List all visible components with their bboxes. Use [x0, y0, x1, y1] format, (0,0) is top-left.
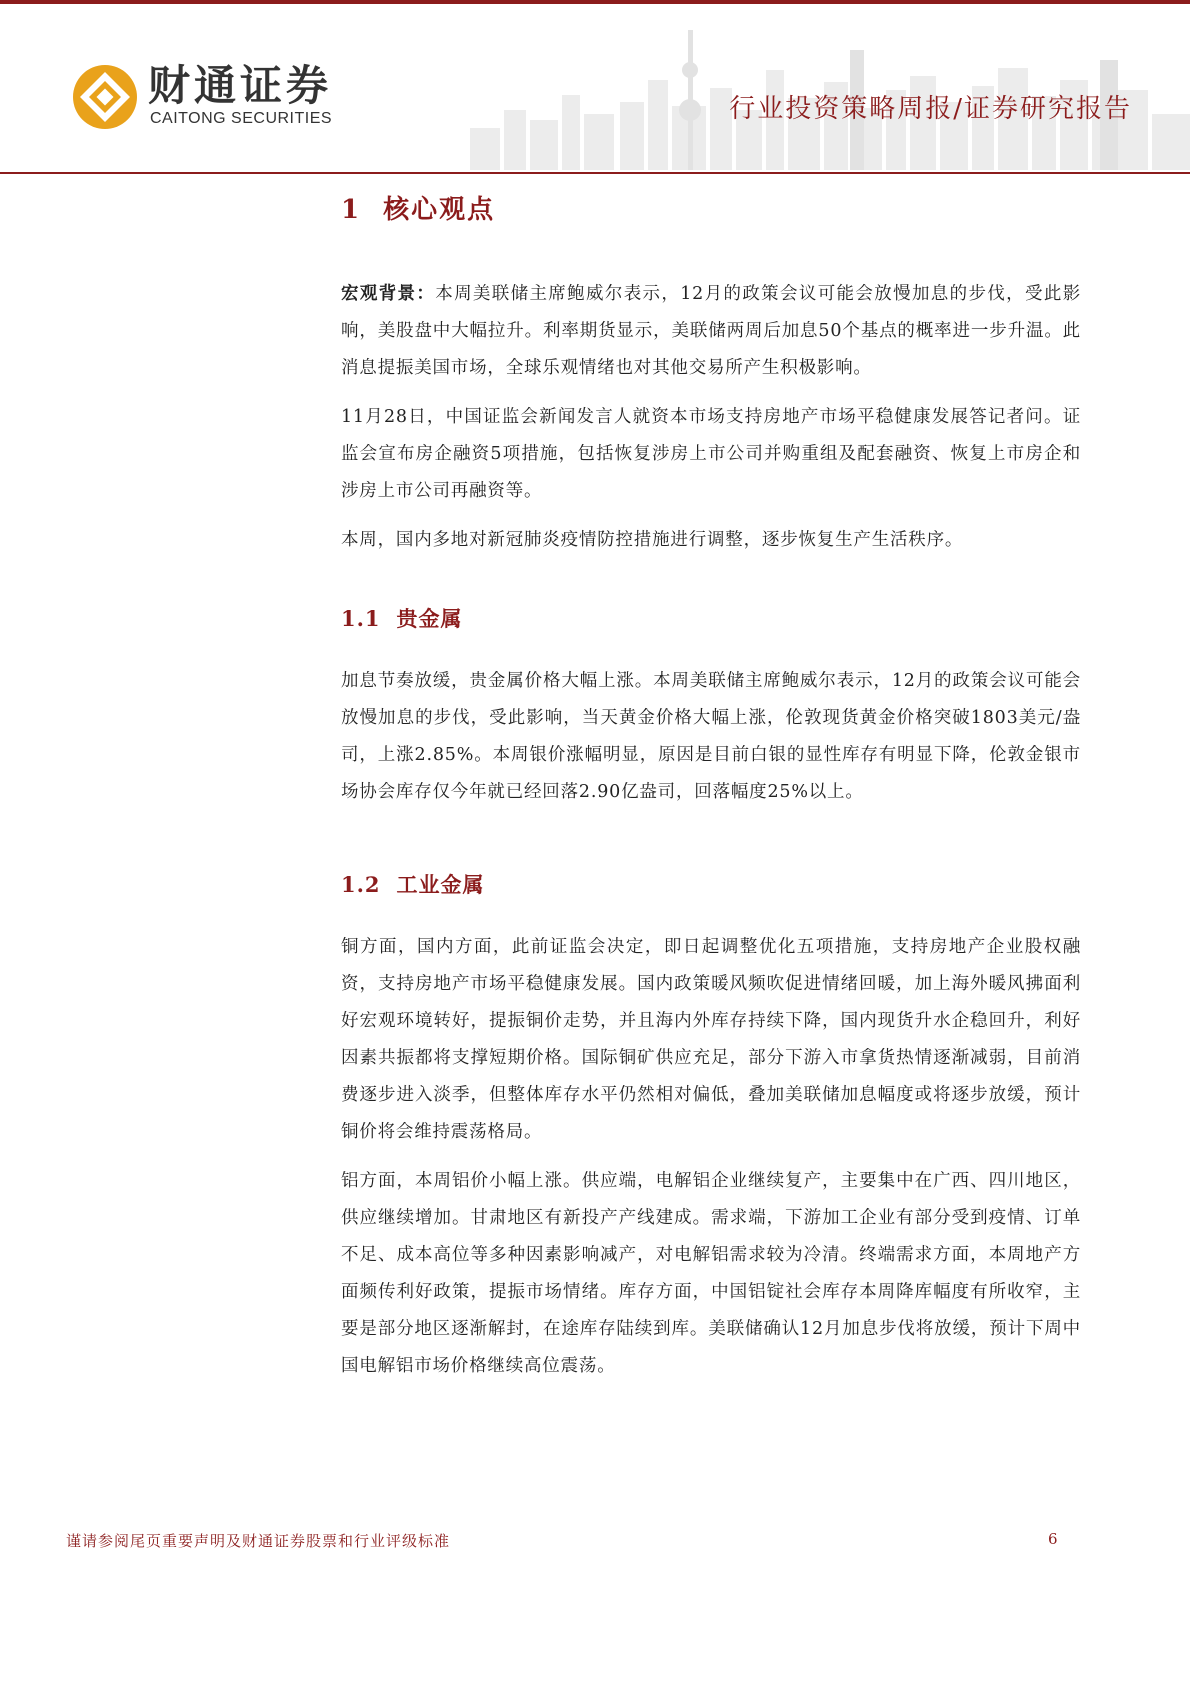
csrc-measures-paragraph: 11月28日，中国证监会新闻发言人就资本市场支持房地产市场平稳健康发展答记者问。证监会宣布房企融资5项措施，包括恢复涉房上市公司并购重组及配套融资、恢复上市房企和涉房上市公司再融资等。 [341, 407, 1081, 501]
section-heading-core-views [341, 190, 1081, 230]
subsection-number: 1.2 [341, 872, 381, 897]
report-type-title: 行业投资策略周报/证券研究报告 [729, 94, 1132, 124]
macro-label: 宏观背景： [341, 284, 436, 304]
covid-policy-paragraph: 本周，国内多地对新冠肺炎疫情防控措施进行调整，逐步恢复生产生活秩序。 [341, 530, 964, 550]
footer-disclaimer: 谨请参阅尾页重要声明及财通证券股票和行业评级标准 [66, 1532, 451, 1550]
subsection-title: 工业金属 [396, 872, 485, 897]
subsection-title: 贵金属 [396, 606, 463, 631]
report-body [341, 190, 1081, 1385]
header-top-line [0, 0, 1190, 4]
caitong-logo-icon [70, 62, 140, 132]
brand-name-cn: 财通证券 [148, 61, 333, 110]
subsection-heading-industrial-metals [341, 869, 1081, 901]
macro-text: 本周美联储主席鲍威尔表示，12月的政策会议可能会放慢加息的步伐，受此影响，美股盘中大幅拉升。利率期货显示，美联储两周后加息50个基点的概率进一步升温。此消息提振美国市场，全球乐观情绪也对其他交易所产生积极影响。 [341, 284, 1082, 378]
subsection-number: 1.1 [341, 606, 381, 631]
page-header [0, 0, 1190, 175]
precious-metals-paragraph: 加息节奏放缓，贵金属价格大幅上涨。本周美联储主席鲍威尔表示，12月的政策会议可能会放慢加息的步伐，受此影响，当天黄金价格大幅上涨，伦敦现货黄金价格突破1803美元/盎司，上涨2.85%。本周银价涨幅明显，原因是目前白银的显性库存有明显下降，伦敦金银市场协会库存仅今年就已经回落2.90亿盎司，回落幅度25%以上。 [341, 671, 1081, 802]
macro-background-paragraph [341, 276, 1081, 387]
page-number: 6 [1048, 1530, 1058, 1548]
header-divider [0, 172, 1190, 174]
section-number: 1 [341, 195, 362, 225]
section-title: 核心观点 [383, 195, 496, 225]
subsection-heading-precious-metals [341, 603, 1081, 635]
aluminum-paragraph: 铝方面，本周铝价小幅上涨。供应端，电解铝企业继续复产，主要集中在广西、四川地区，供应继续增加。甘肃地区有新投产产线建成。需求端，下游加工企业有部分受到疫情、订单不足、成本高位等多种因素影响减产，对电解铝需求较为冷清。终端需求方面，本周地产方面频传利好政策，提振市场情绪。库存方面，中国铝锭社会库存本周降库幅度有所收窄，主要是部分地区逐渐解封，在途库存陆续到库。美联储确认12月加息步伐将放缓，预计下周中国电解铝市场价格继续高位震荡。 [341, 1171, 1081, 1376]
copper-paragraph: 铜方面，国内方面，此前证监会决定，即日起调整优化五项措施，支持房地产企业股权融资，支持房地产市场平稳健康发展。国内政策暖风频吹促进情绪回暖，加上海外暖风拂面利好宏观环境转好，提振铜价走势，并且海内外库存持续下降，国内现货升水企稳回升，利好因素共振都将支撑短期价格。国际铜矿供应充足，部分下游入市拿货热情逐渐减弱，目前消费逐步进入淡季，但整体库存水平仍然相对偏低，叠加美联储加息幅度或将逐步放缓，预计铜价将会维持震荡格局。 [341, 937, 1081, 1142]
brand-name-en: CAITONG SECURITIES [150, 110, 333, 127]
